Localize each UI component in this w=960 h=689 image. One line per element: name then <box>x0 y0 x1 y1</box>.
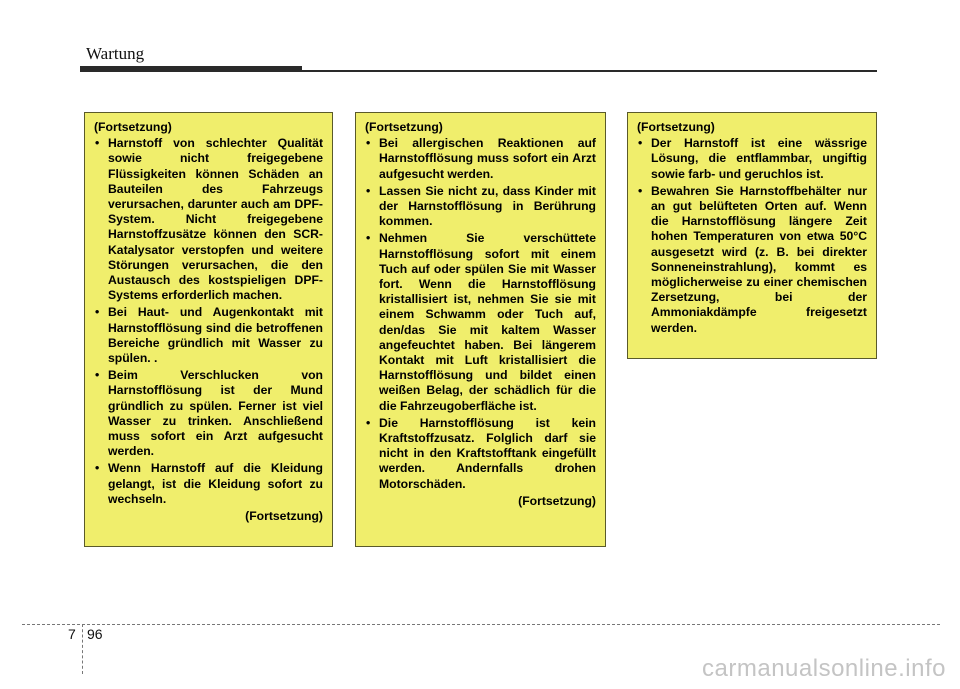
chapter-number: 7 <box>68 626 76 642</box>
warning-box-2 <box>355 112 606 547</box>
list-item: • Bewahren Sie Harnstoffbehälter nur an gut belüfteten Orten auf. Wenn die Harnstofflösung längere Zeit hohen Temperaturen von etwa 50°C ausgesetzt wird (z. B. bei direkter Sonneneinstrahlung), kommt es möglicherweise zu einer chemischen Zersetzung, bei der Ammoniakdämpfe freigesetzt werden. <box>637 184 867 336</box>
warning-list <box>637 136 867 336</box>
list-item: • Die Harnstofflösung ist kein Kraftstoffzusatz. Folglich darf sie nicht in den Kraftstofftank eingefüllt werden. Andernfalls drohen Motorschäden. <box>365 416 596 492</box>
header-rule-thick <box>80 66 302 72</box>
list-item: • Nehmen Sie verschüttete Harnstofflösung sofort mit einem Tuch auf oder spülen Sie mit Wasser fort. Wenn die Harnstofflösung kristallisiert ist, nehmen Sie sie mit einem Schwamm oder Tuch auf, den/das Sie mit kaltem Wasser angefeuchtet haben. Bei längerem Kontakt mit Luft kristallisiert die Harnstofflösung und bildet einen weißen Belag, der schädlich für die die Fahrzeugoberfläche ist. <box>365 231 596 413</box>
list-item: • Bei allergischen Reaktionen auf Harnstofflösung muss sofort ein Arzt aufgesucht werden. <box>365 136 596 182</box>
list-item: • Harnstoff von schlechter Qualität sowie nicht freigegebene Flüssigkeiten können Schäden an Bauteilen des Fahrzeugs verursachen, darunter auch am DPF-System. Nicht freigegebene Harnstoffzusätze können den SCR-Katalysator verstopfen und weitere Störungen verursachen, die den Austausch des kostspieligen DPF-Systems erforderlich machen. <box>94 136 323 303</box>
footer-rule <box>22 624 940 625</box>
warning-box-3 <box>627 112 877 359</box>
list-item: • Bei Haut- und Augenkontakt mit Harnstofflösung sind die betroffenen Bereiche gründlich mit Wasser zu spülen. . <box>94 305 323 366</box>
warning-box-1 <box>84 112 333 547</box>
continued-bottom-label: (Fortsetzung) <box>245 509 323 524</box>
continued-bottom-label: (Fortsetzung) <box>518 493 596 508</box>
list-item: • Beim Verschlucken von Harnstofflösung ist der Mund gründlich zu spülen. Ferner ist viel Wasser zu trinken. Anschließend muss sofort ein Arzt aufgesucht werden. <box>94 368 323 459</box>
list-item: • Wenn Harnstoff auf die Kleidung gelangt, ist die Kleidung sofort zu wechseln. <box>94 461 323 507</box>
list-item: • Der Harnstoff ist eine wässrige Lösung, die entflammbar, ungiftig sowie farb- und geruchlos ist. <box>637 136 867 182</box>
continued-top-label: (Fortsetzung) <box>365 120 443 134</box>
footer-divider <box>82 624 83 674</box>
page-header-title: Wartung <box>86 44 145 63</box>
watermark-text: carmanualsonline.info <box>702 655 946 682</box>
continued-top-label: (Fortsetzung) <box>94 120 172 134</box>
header-rule-thin <box>302 70 877 72</box>
list-item: • Lassen Sie nicht zu, dass Kinder mit der Harnstofflösung in Berührung kommen. <box>365 184 596 230</box>
warning-list <box>365 136 596 492</box>
continued-top-label: (Fortsetzung) <box>637 120 715 134</box>
warning-list <box>94 136 323 507</box>
page-number: 96 <box>87 626 103 642</box>
